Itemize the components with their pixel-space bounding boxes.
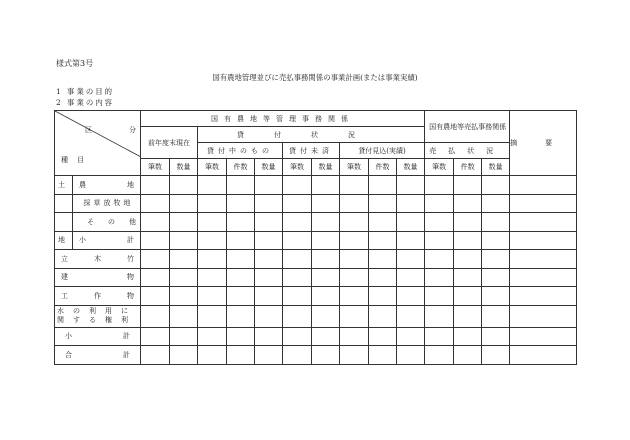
header-tekiyou: 摘要 [510, 111, 577, 176]
table-row [55, 213, 577, 232]
col-hissu: 筆数 [283, 159, 312, 176]
row-label-shokei: 小 計 [73, 231, 141, 250]
header-kashitsuke-misai: 貸付未済 [283, 143, 340, 159]
header-kashitsuke-mikomi: 貸付見込(実績) [340, 143, 425, 159]
table-row [55, 194, 577, 213]
corner-ku: 区 [85, 126, 92, 134]
col-hissu: 筆数 [425, 159, 454, 176]
row-label-kosakubutsu: 工 作 物 [55, 287, 141, 306]
col-suryo: 数量 [482, 159, 510, 176]
col-hissu: 筆数 [198, 159, 227, 176]
col-suryo: 数量 [170, 159, 198, 176]
item-content: 2 事業の内容 [56, 98, 115, 107]
corner-bun: 分 [129, 126, 136, 134]
row-label-mizu: 水の利用に 関する権利 [55, 305, 141, 327]
form-number: 様式第3号 [56, 59, 94, 68]
table-row [55, 305, 577, 327]
diagonal-line [55, 111, 141, 183]
header-uribarai-group: 国有農地等売払事務関係 [425, 111, 510, 143]
row-label-chi: 地 [55, 231, 73, 250]
header-kashitsuke-jokyo: 貸付状況 [198, 127, 425, 143]
table-row [55, 327, 577, 346]
col-kensu: 件数 [454, 159, 482, 176]
row-label-tatemono: 建 物 [55, 268, 141, 287]
table-row [55, 250, 577, 269]
item-purpose: 1 事業の目的 [56, 87, 115, 96]
header-kokuyu-group: 国有農地等管理事務関係 [141, 111, 425, 127]
row-label-do: 土 [55, 176, 73, 195]
row-label-gokei: 合 計 [55, 346, 141, 365]
corner-header-cell [55, 111, 141, 176]
row-label-shokei2: 小 計 [55, 327, 141, 346]
header-prev-year: 前年度末現在 [141, 127, 198, 159]
row-label-ryuboku: 立 木 竹 [55, 250, 141, 269]
header-kashitsuke-chu: 貸付中のもの [198, 143, 283, 159]
corner-shu: 種 [61, 156, 68, 164]
col-suryo: 数量 [255, 159, 283, 176]
row-label-nochi: 農 地 [73, 176, 141, 195]
row-label-sonota: その他 [73, 213, 141, 232]
row-label-saiso: 採草放牧地 [73, 194, 141, 213]
document-title: 国有農地管理並びに売払事務関係の事業計画(または事業実績) [212, 73, 418, 82]
table-row [55, 287, 577, 306]
plan-table [54, 110, 581, 365]
corner-moku: 目 [77, 156, 84, 164]
col-suryo: 数量 [397, 159, 425, 176]
header-uribarai-jokyo: 売払状況 [425, 143, 510, 159]
table-row [55, 268, 577, 287]
col-kensu: 件数 [227, 159, 255, 176]
col-suryo: 数量 [312, 159, 340, 176]
col-hissu: 筆数 [141, 159, 170, 176]
table-row [55, 231, 577, 250]
table-row [55, 346, 577, 365]
col-hissu: 筆数 [340, 159, 369, 176]
col-kensu: 件数 [369, 159, 397, 176]
